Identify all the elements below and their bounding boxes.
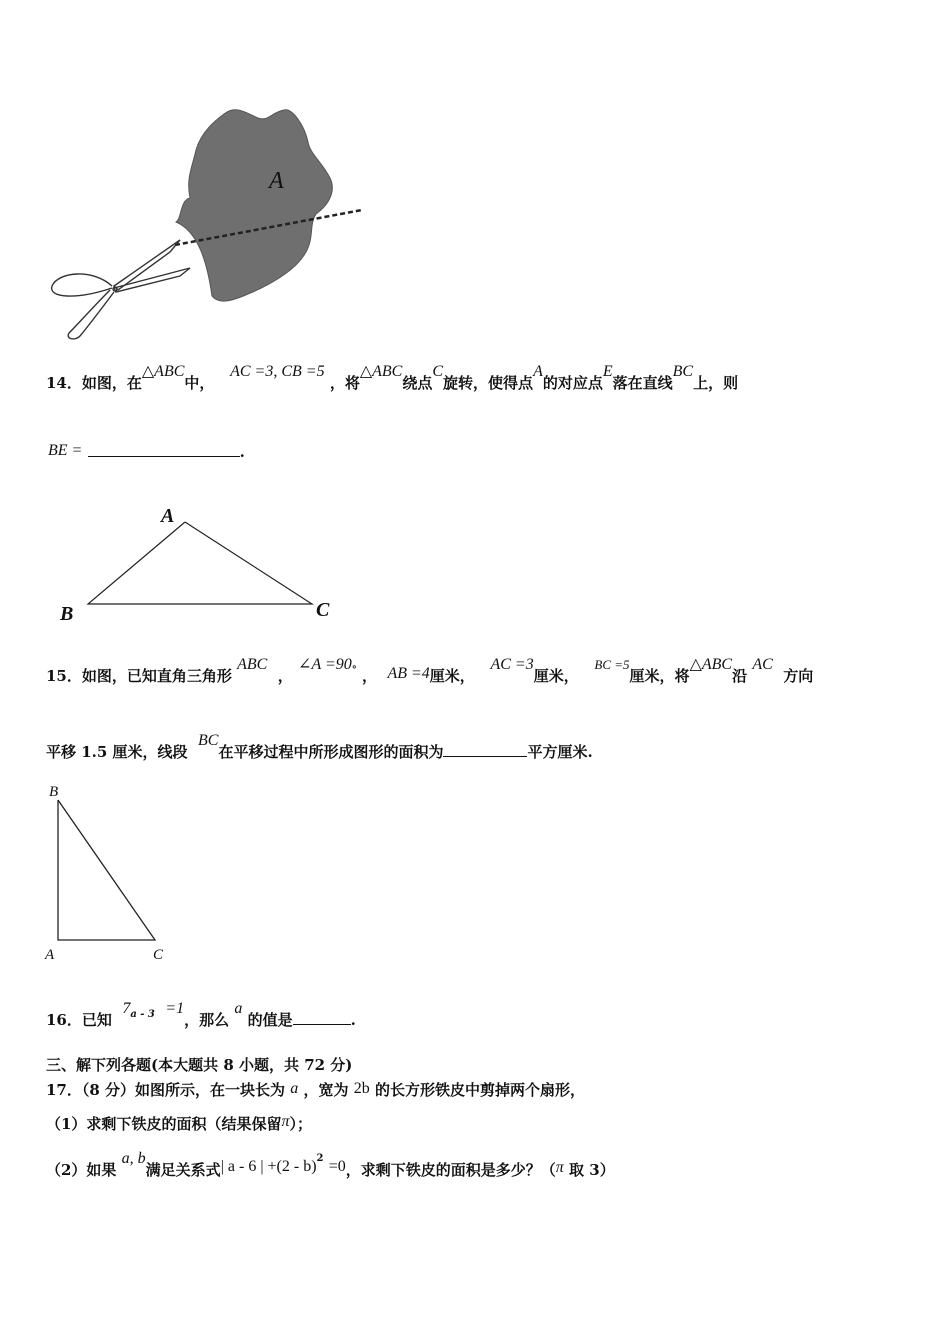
leaf-label: A — [269, 168, 284, 194]
tri14-vertex-b: B — [60, 603, 74, 625]
q15-bc: BC =5 — [594, 657, 630, 672]
q15-ab: AB =4 — [387, 665, 430, 682]
q15-bc-segment: BC — [198, 732, 219, 749]
q17-square: 2 — [316, 1153, 324, 1164]
q17-width-2b: 2b — [353, 1080, 370, 1097]
q16-answer-blank[interactable] — [293, 1008, 351, 1025]
q14-text: 落在直线 — [612, 374, 673, 392]
q15-text: ， — [361, 667, 377, 685]
q15-unit: 厘米， — [429, 667, 475, 685]
q15-text: 平移 1.5 厘米，线段 — [46, 743, 188, 761]
q15-text: 沿 — [732, 667, 748, 685]
q16-period: . — [350, 1011, 356, 1029]
tri15-vertex-a: A — [45, 947, 55, 963]
q17-text: ，宽为 — [303, 1081, 349, 1099]
q15-ac: AC =3 — [490, 656, 534, 673]
scissors-icon — [52, 240, 190, 339]
q14-be: BE = — [48, 442, 83, 459]
q15-text: 在平移过程中所形成图形的面积为 — [218, 743, 444, 761]
q17-part2-text: 满足关系式 — [145, 1161, 221, 1179]
q14-text: ，将 — [329, 374, 360, 392]
q17-part1-text: （1）求剩下铁皮的面积（结果保留 — [46, 1115, 282, 1133]
question-17-part2 — [46, 1150, 615, 1180]
q14-line-bc: BC — [672, 363, 694, 380]
q15-unit: 厘米， — [533, 667, 579, 685]
q16-text: 的值是 — [247, 1011, 293, 1029]
q16-variable-a: a — [234, 1000, 243, 1017]
leaf-scissors-figure — [40, 90, 370, 350]
triangle-14-figure — [50, 500, 370, 630]
q15-angle: ∠A =90 — [298, 656, 352, 673]
q14-prefix: 14．如图，在 — [46, 374, 142, 392]
q14-condition: AC =3, CB =5 — [230, 363, 325, 380]
q17-equals-zero: =0 — [328, 1158, 346, 1175]
tri15-vertex-c: C — [153, 947, 164, 963]
q16-exponent: a - 3 — [130, 1009, 155, 1020]
q15-degree: ° — [351, 665, 357, 676]
q15-unit: 厘米，将 — [629, 667, 690, 685]
question-17 — [46, 1079, 585, 1100]
q14-text: 的对应点 — [542, 374, 603, 392]
tri15-vertex-b: B — [49, 784, 59, 800]
q17-text: 的长方形铁皮中剪掉两个扇形， — [375, 1081, 586, 1099]
q14-text: 上，则 — [693, 374, 739, 392]
q15-text: ， — [277, 667, 293, 685]
q14-triangle-abc-2: △ABC — [359, 363, 403, 380]
question-17-part1 — [46, 1113, 312, 1134]
q16-prefix: 16．已知 — [46, 1011, 112, 1029]
leaf-shape — [176, 110, 332, 301]
q15-abc: ABC — [237, 656, 268, 673]
q14-text: 中， — [184, 374, 215, 392]
triangle-15-figure — [40, 778, 190, 968]
q15-text: 方向 — [783, 667, 814, 685]
q14-answer-blank[interactable] — [88, 436, 240, 457]
q17-length-a: a — [290, 1080, 299, 1097]
section-3-title: 三、解下列各题(本大题共 8 小题，共 72 分) — [46, 1056, 353, 1074]
tri14-vertex-c: C — [316, 599, 330, 621]
q17-part1-text: ）； — [289, 1115, 312, 1133]
q16-text: ，那么 — [184, 1011, 230, 1029]
q14-point-a: A — [533, 363, 543, 380]
q15-ac-direction: AC — [752, 656, 773, 673]
q14-text: 绕点 — [402, 374, 433, 392]
q14-period: . — [239, 443, 245, 461]
q17-pi-2: π — [555, 1159, 564, 1176]
q15-answer-blank[interactable] — [443, 740, 527, 757]
q17-part2-text: ，求剩下铁皮的面积是多少？（ — [345, 1161, 556, 1179]
q17-part2-text: 取 3） — [569, 1161, 615, 1179]
q14-point-e: E — [602, 363, 613, 380]
q17-ab: a, b — [121, 1150, 146, 1167]
question-14-line1 — [46, 363, 739, 393]
question-15-line2 — [46, 732, 593, 762]
q17-part2-text: （2）如果 — [46, 1161, 117, 1179]
question-15-line1 — [46, 656, 814, 686]
q17-relation: | a - 6 | +(2 - b) — [220, 1158, 317, 1175]
q14-point-c: C — [432, 363, 444, 380]
question-16 — [46, 1000, 356, 1030]
q14-text: 旋转，使得点 — [443, 374, 534, 392]
q15-text: 平方厘米. — [527, 743, 593, 761]
q17-pi: π — [281, 1113, 290, 1130]
tri14-vertex-a: A — [161, 505, 175, 527]
q17-prefix: 17．（8 分）如图所示，在一块长为 — [46, 1081, 286, 1099]
question-14-line2 — [48, 436, 245, 462]
q16-base: 7 — [122, 1000, 131, 1017]
q16-equals: =1 — [165, 1000, 185, 1017]
q15-triangle: △ABC — [689, 656, 733, 673]
q14-triangle-abc: △ABC — [141, 363, 185, 380]
q15-prefix: 15．如图，已知直角三角形 — [46, 667, 232, 685]
